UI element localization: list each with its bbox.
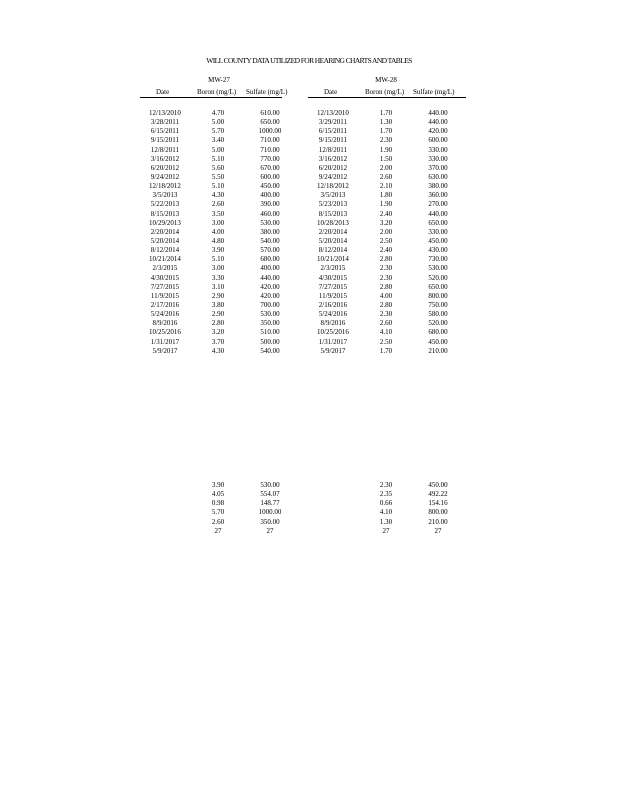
date-cell: 10/28/2013 — [317, 218, 349, 227]
summary-sulfate-mw27 — [250, 481, 290, 536]
boron-cell: 2.80 — [211, 319, 225, 328]
sulfate-cell: 700.00 — [260, 300, 280, 309]
sulfate-cell: 650.00 — [260, 118, 280, 127]
boron-cell: 1.90 — [379, 145, 393, 154]
summary-boron-mw28 — [370, 481, 402, 536]
page-title: WILL COUNTY DATA UTILIZED FOR HEARING CHARTS AND TABLES — [206, 56, 412, 65]
sulfate-cell: 680.00 — [260, 255, 280, 264]
date-cell: 3/16/2012 — [150, 154, 180, 163]
header-date-mw28: Date — [324, 88, 338, 96]
date-cell: 2/3/2015 — [152, 264, 178, 273]
sulfate-cell: 390.00 — [260, 200, 280, 209]
dates-column-mw27 — [140, 109, 190, 356]
boron-cell: 1.70 — [379, 109, 393, 117]
boron-cell: 3.80 — [211, 300, 225, 309]
date-cell: 8/12/2014 — [318, 246, 348, 255]
sulfate-cell: 610.00 — [260, 109, 280, 117]
date-cell: 9/24/2012 — [150, 172, 180, 181]
sulfate-cell: 330.00 — [428, 145, 448, 154]
date-cell: 5/20/2014 — [318, 236, 348, 245]
boron-cell: 4.00 — [211, 227, 225, 236]
boron-cell: 2.30 — [379, 264, 393, 273]
boron-cell: 5.00 — [211, 118, 225, 127]
header-boron-mw27: Boron (mg/L) — [197, 88, 237, 96]
date-cell: 8/9/2016 — [152, 319, 178, 328]
boron-cell: 3.90 — [211, 246, 225, 255]
date-cell: 3/16/2012 — [318, 154, 348, 163]
summary-sulfate-cell: 148.77 — [260, 499, 280, 508]
date-cell: 12/8/2011 — [150, 145, 180, 154]
date-cell: 1/31/2017 — [150, 337, 180, 346]
date-cell: 6/20/2012 — [150, 163, 180, 172]
summary-boron-cell: 27 — [214, 526, 222, 535]
summary-boron-cell: 3.90 — [211, 481, 225, 489]
date-cell: 8/15/2013 — [150, 209, 180, 218]
summary-boron-cell: 4.05 — [211, 490, 225, 499]
boron-cell: 3.40 — [211, 136, 225, 145]
boron-cell: 5.10 — [211, 182, 225, 191]
boron-cell: 5.00 — [211, 145, 225, 154]
boron-cell: 2.40 — [379, 209, 393, 218]
boron-cell: 2.30 — [379, 273, 393, 282]
sulfate-cell: 520.00 — [428, 273, 448, 282]
boron-cell: 1.80 — [379, 191, 393, 200]
boron-cell: 2.80 — [379, 255, 393, 264]
summary-boron-cell: 5.70 — [211, 508, 225, 517]
sulfate-cell: 650.00 — [428, 282, 448, 291]
boron-cell: 2.30 — [379, 310, 393, 319]
date-cell: 5/24/2016 — [318, 310, 348, 319]
sulfate-cell: 730.00 — [428, 255, 448, 264]
boron-cell: 2.80 — [379, 300, 393, 309]
sulfate-cell: 400.00 — [260, 264, 280, 273]
date-cell: 12/13/2010 — [149, 109, 181, 117]
date-cell: 8/9/2016 — [320, 319, 346, 328]
date-cell: 6/15/2011 — [318, 127, 348, 136]
date-cell: 11/9/2015 — [150, 291, 180, 300]
sulfate-cell: 420.00 — [260, 291, 280, 300]
sulfate-column-mw27 — [250, 109, 290, 356]
boron-cell: 2.50 — [379, 236, 393, 245]
date-cell: 3/28/2011 — [150, 118, 180, 127]
boron-cell: 2.00 — [379, 227, 393, 236]
sulfate-cell: 360.00 — [428, 191, 448, 200]
boron-cell: 1.50 — [379, 154, 393, 163]
boron-column-mw27 — [202, 109, 234, 356]
date-cell: 2/3/2015 — [320, 264, 346, 273]
sulfate-cell: 430.00 — [428, 246, 448, 255]
summary-sulfate-cell: 154.16 — [428, 499, 448, 508]
date-cell: 5/9/2017 — [152, 346, 178, 355]
sulfate-cell: 630.00 — [428, 172, 448, 181]
summary-sulfate-cell: 27 — [434, 526, 442, 535]
summary-sulfate-cell: 1000.00 — [258, 508, 282, 517]
boron-cell: 5.50 — [211, 172, 225, 181]
sulfate-cell: 210.00 — [428, 346, 448, 355]
date-cell: 3/5/2013 — [320, 191, 346, 200]
header-sulfate-mw28: Sulfate (mg/L) — [413, 88, 455, 96]
date-cell: 10/21/2014 — [317, 255, 349, 264]
summary-boron-mw27 — [202, 481, 234, 536]
date-cell: 2/20/2014 — [150, 227, 180, 236]
boron-cell: 3.00 — [211, 218, 225, 227]
sulfate-cell: 650.00 — [428, 218, 448, 227]
boron-cell: 2.10 — [379, 182, 393, 191]
date-cell: 1/31/2017 — [318, 337, 348, 346]
boron-cell: 3.20 — [211, 328, 225, 337]
summary-boron-cell: 4.10 — [379, 508, 393, 517]
date-cell: 6/15/2011 — [150, 127, 180, 136]
date-cell: 11/9/2015 — [318, 291, 348, 300]
sulfate-cell: 370.00 — [428, 163, 448, 172]
date-cell: 5/20/2014 — [150, 236, 180, 245]
boron-cell: 4.80 — [211, 236, 225, 245]
sulfate-cell: 510.00 — [260, 328, 280, 337]
boron-cell: 5.70 — [211, 127, 225, 136]
date-cell: 6/20/2012 — [318, 163, 348, 172]
summary-boron-cell: 2.30 — [379, 481, 393, 489]
summary-boron-cell: 1.30 — [379, 517, 393, 526]
summary-sulfate-cell: 350.00 — [260, 517, 280, 526]
sulfate-cell: 770.00 — [260, 154, 280, 163]
sulfate-cell: 420.00 — [260, 282, 280, 291]
summary-sulfate-cell: 800.00 — [428, 508, 448, 517]
sulfate-cell: 680.00 — [428, 328, 448, 337]
boron-cell: 1.70 — [379, 127, 393, 136]
boron-cell: 1.70 — [379, 346, 393, 355]
summary-sulfate-cell: 210.00 — [428, 517, 448, 526]
date-cell: 3/5/2013 — [152, 191, 178, 200]
summary-boron-cell: 0.66 — [379, 499, 393, 508]
date-cell: 10/25/2016 — [317, 328, 349, 337]
header-date-mw27: Date — [156, 88, 170, 96]
summary-sulfate-cell: 27 — [266, 526, 274, 535]
date-cell: 9/15/2011 — [150, 136, 180, 145]
header-rule-mw27 — [140, 97, 282, 98]
date-cell: 8/12/2014 — [150, 246, 180, 255]
sulfate-cell: 800.00 — [428, 291, 448, 300]
sulfate-cell: 450.00 — [260, 182, 280, 191]
boron-cell: 5.10 — [211, 255, 225, 264]
boron-cell: 4.30 — [211, 346, 225, 355]
boron-cell: 2.80 — [379, 282, 393, 291]
boron-cell: 2.60 — [379, 319, 393, 328]
date-cell: 10/29/2013 — [149, 218, 181, 227]
boron-column-mw28 — [370, 109, 402, 356]
date-cell: 5/24/2016 — [150, 310, 180, 319]
sulfate-cell: 530.00 — [260, 310, 280, 319]
sulfate-cell: 330.00 — [428, 154, 448, 163]
boron-cell: 3.10 — [211, 282, 225, 291]
sulfate-cell: 330.00 — [428, 227, 448, 236]
sulfate-column-mw28 — [418, 109, 458, 356]
boron-cell: 2.60 — [211, 200, 225, 209]
date-cell: 2/16/2016 — [318, 300, 348, 309]
header-rule-mw28 — [308, 97, 466, 98]
sulfate-cell: 460.00 — [260, 209, 280, 218]
sulfate-cell: 420.00 — [428, 127, 448, 136]
date-cell: 12/8/2011 — [318, 145, 348, 154]
sulfate-cell: 600.00 — [260, 172, 280, 181]
boron-cell: 5.60 — [211, 163, 225, 172]
sulfate-cell: 350.00 — [260, 319, 280, 328]
boron-cell: 2.50 — [379, 337, 393, 346]
date-cell: 7/27/2015 — [150, 282, 180, 291]
summary-sulfate-mw28 — [418, 481, 458, 536]
boron-cell: 3.20 — [379, 218, 393, 227]
group-label-mw27: MW-27 — [208, 76, 230, 84]
boron-cell: 2.30 — [379, 136, 393, 145]
sulfate-cell: 520.00 — [428, 319, 448, 328]
summary-sulfate-cell: 554.07 — [260, 490, 280, 499]
date-cell: 5/9/2017 — [320, 346, 346, 355]
boron-cell: 3.70 — [211, 337, 225, 346]
boron-cell: 2.40 — [379, 246, 393, 255]
date-cell: 2/17/2016 — [150, 300, 180, 309]
boron-cell: 3.50 — [211, 209, 225, 218]
date-cell: 7/27/2015 — [318, 282, 348, 291]
summary-sulfate-cell: 530.00 — [260, 481, 280, 489]
boron-cell: 3.00 — [211, 264, 225, 273]
header-sulfate-mw27: Sulfate (mg/L) — [246, 88, 288, 96]
sulfate-cell: 380.00 — [428, 182, 448, 191]
boron-cell: 2.90 — [211, 310, 225, 319]
sulfate-cell: 380.00 — [260, 227, 280, 236]
boron-cell: 5.10 — [211, 154, 225, 163]
date-cell: 9/24/2012 — [318, 172, 348, 181]
summary-sulfate-cell: 450.00 — [428, 481, 448, 489]
sulfate-cell: 750.00 — [428, 300, 448, 309]
date-cell: 12/18/2012 — [149, 182, 181, 191]
sulfate-cell: 450.00 — [428, 337, 448, 346]
sulfate-cell: 710.00 — [260, 136, 280, 145]
dates-column-mw28 — [308, 109, 358, 356]
summary-boron-cell: 2.35 — [379, 490, 393, 499]
summary-boron-cell: 0.98 — [211, 499, 225, 508]
boron-cell: 4.30 — [211, 191, 225, 200]
sulfate-cell: 400.00 — [260, 191, 280, 200]
group-label-mw28: MW-28 — [375, 76, 397, 84]
sulfate-cell: 580.00 — [428, 310, 448, 319]
sulfate-cell: 450.00 — [428, 236, 448, 245]
date-cell: 4/30/2015 — [318, 273, 348, 282]
boron-cell: 1.90 — [379, 200, 393, 209]
sulfate-cell: 500.00 — [260, 337, 280, 346]
sulfate-cell: 540.00 — [260, 346, 280, 355]
summary-sulfate-cell: 492.22 — [428, 490, 448, 499]
boron-cell: 3.30 — [211, 273, 225, 282]
sulfate-cell: 440.00 — [428, 109, 448, 117]
sulfate-cell: 540.00 — [260, 236, 280, 245]
sulfate-cell: 670.00 — [260, 163, 280, 172]
boron-cell: 1.30 — [379, 118, 393, 127]
sulfate-cell: 270.00 — [428, 200, 448, 209]
sulfate-cell: 570.00 — [260, 246, 280, 255]
sulfate-cell: 530.00 — [428, 264, 448, 273]
date-cell: 8/15/2013 — [318, 209, 348, 218]
sulfate-cell: 440.00 — [428, 209, 448, 218]
date-cell: 9/15/2011 — [318, 136, 348, 145]
boron-cell: 4.10 — [379, 328, 393, 337]
date-cell: 4/30/2015 — [150, 273, 180, 282]
sulfate-cell: 710.00 — [260, 145, 280, 154]
date-cell: 3/29/2011 — [318, 118, 348, 127]
date-cell: 5/22/2013 — [150, 200, 180, 209]
sulfate-cell: 1000.00 — [258, 127, 282, 136]
date-cell: 12/13/2010 — [317, 109, 349, 117]
sulfate-cell: 530.00 — [260, 218, 280, 227]
boron-cell: 2.60 — [379, 172, 393, 181]
sulfate-cell: 440.00 — [260, 273, 280, 282]
boron-cell: 4.70 — [211, 109, 225, 117]
header-boron-mw28: Boron (mg/L) — [365, 88, 405, 96]
date-cell: 10/25/2016 — [149, 328, 181, 337]
summary-boron-cell: 2.60 — [211, 517, 225, 526]
boron-cell: 2.00 — [379, 163, 393, 172]
boron-cell: 4.00 — [379, 291, 393, 300]
date-cell: 2/20/2014 — [318, 227, 348, 236]
sulfate-cell: 440.00 — [428, 118, 448, 127]
summary-boron-cell: 27 — [382, 526, 390, 535]
date-cell: 12/18/2012 — [317, 182, 349, 191]
date-cell: 5/23/2013 — [318, 200, 348, 209]
sulfate-cell: 600.00 — [428, 136, 448, 145]
date-cell: 10/21/2014 — [149, 255, 181, 264]
boron-cell: 2.90 — [211, 291, 225, 300]
